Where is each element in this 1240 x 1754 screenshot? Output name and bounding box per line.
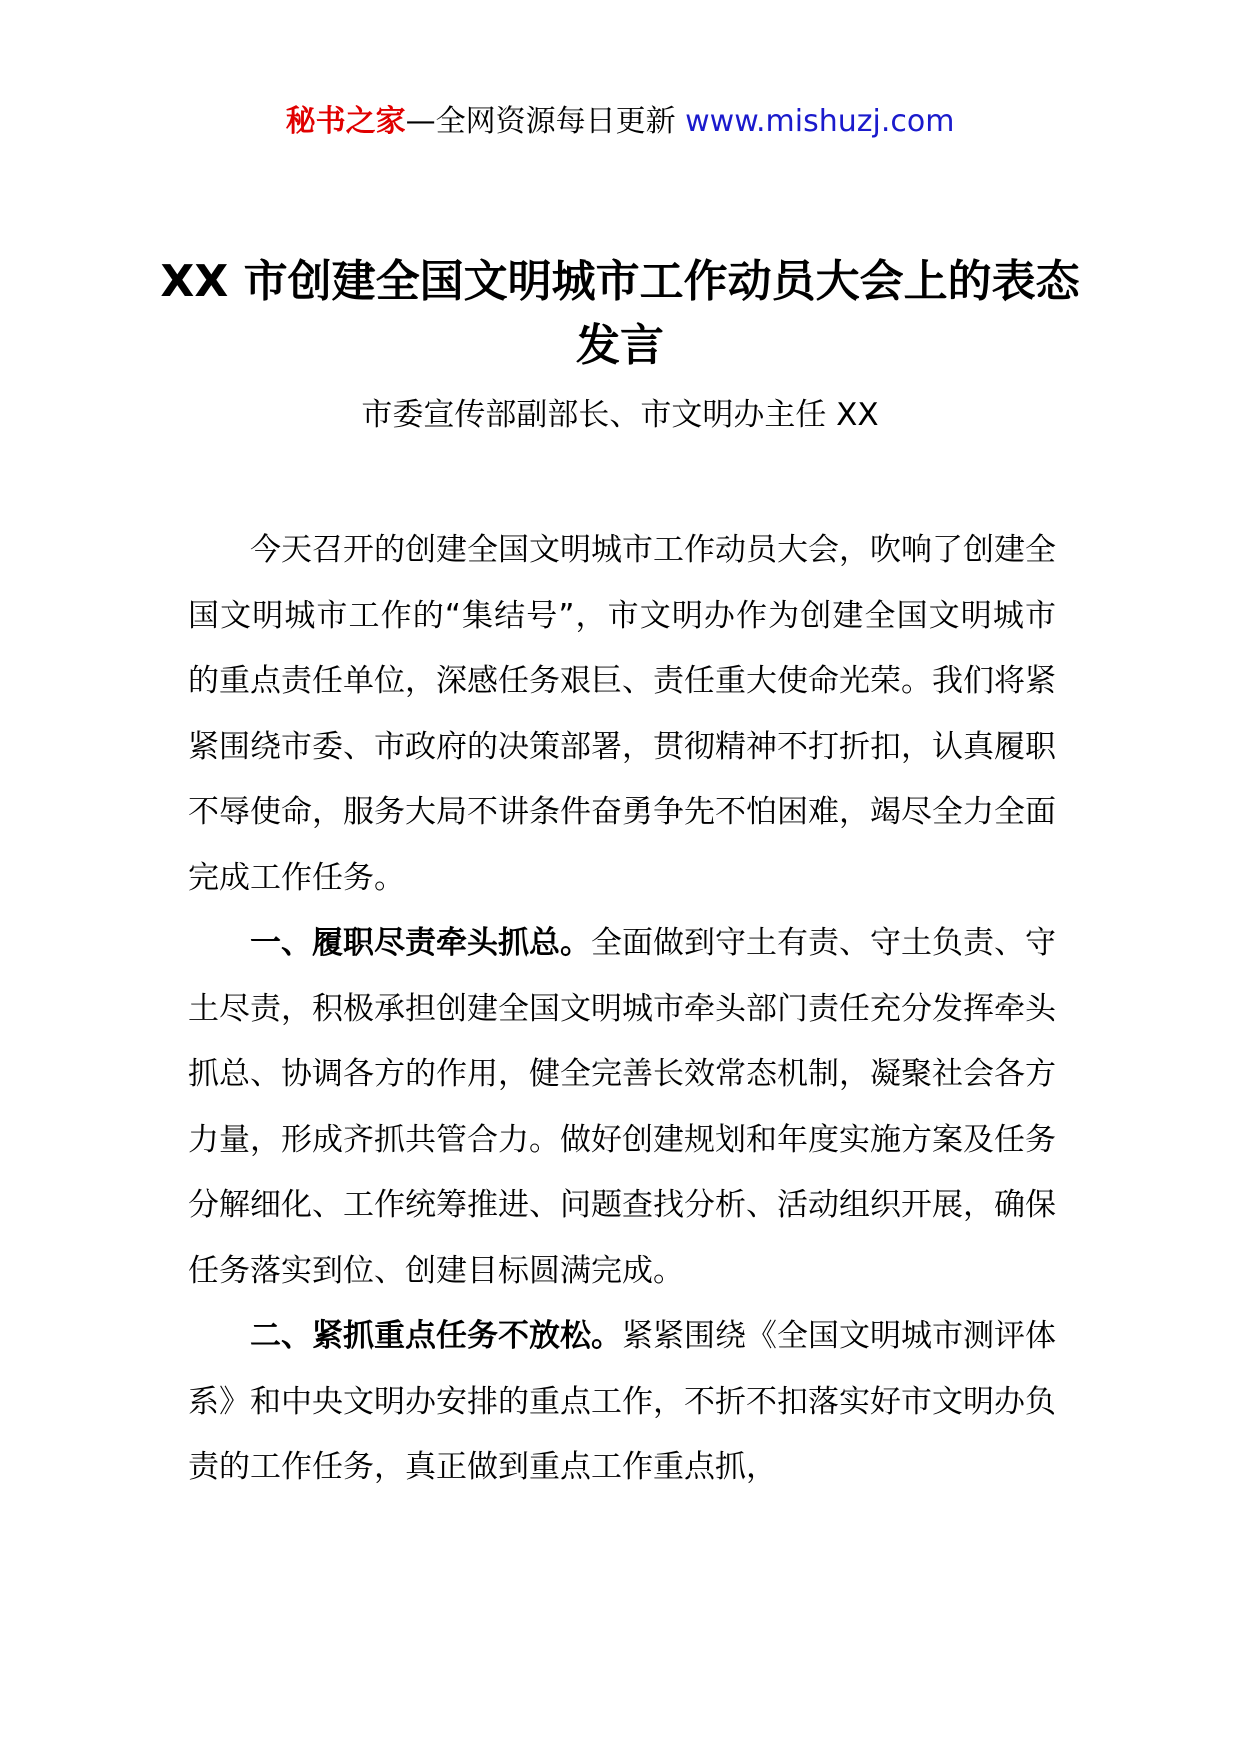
document-subtitle: 市委宣传部副部长、市文明办主任 XX xyxy=(361,397,879,433)
site-tagline: —全网资源每日更新 xyxy=(405,104,676,139)
document-body xyxy=(188,518,1056,1501)
paragraph-text: 今天召开的创建全国文明城市工作动员大会，吹响了创建全国文明城市工作的“集结号”，市文明办作为创建全国文明城市的重点责任单位，深感任务艰巨、责任重大使命光荣。我们将紧紧围绕市委、市政府的决策部署，贯彻精神不打折扣，认真履职不辱使命，服务大局不讲条件奋勇争先不怕困难，竭尽全力全面完成工作任务。 xyxy=(188,532,1056,896)
site-url-link[interactable]: www.mishuzj.com xyxy=(685,104,955,139)
site-name: 秘书之家 xyxy=(285,104,406,139)
paragraph-text: 全面做到守土有责、守土负责、守土尽责，积极承担创建全国文明城市牵头部门责任充分发挥牵头抓总、协调各方的作用，健全完善长效常态机制，凝聚社会各方力量，形成齐抓共管合力。做好创建规划和年度实施方案及任务分解细化、工作统筹推进、问题查找分析、活动组织开展，确保任务落实到位、创建目标圆满完成。 xyxy=(188,925,1056,1289)
section-heading: 二、紧抓重点任务不放松。 xyxy=(250,1318,622,1354)
document-title: XX 市创建全国文明城市工作动员大会上的表态发言 xyxy=(160,256,1080,371)
body-paragraph xyxy=(188,518,1056,911)
paragraph-text: 紧紧围绕《全国文明城市测评体系》和中央文明办安排的重点工作，不折不扣落实好市文明办负责的工作任务，真正做到重点工作重点抓， xyxy=(188,1318,1056,1485)
section-heading: 一、履职尽责牵头抓总。 xyxy=(250,925,591,961)
body-paragraph xyxy=(188,911,1056,1304)
site-header xyxy=(0,100,1240,144)
body-paragraph xyxy=(188,1304,1056,1501)
